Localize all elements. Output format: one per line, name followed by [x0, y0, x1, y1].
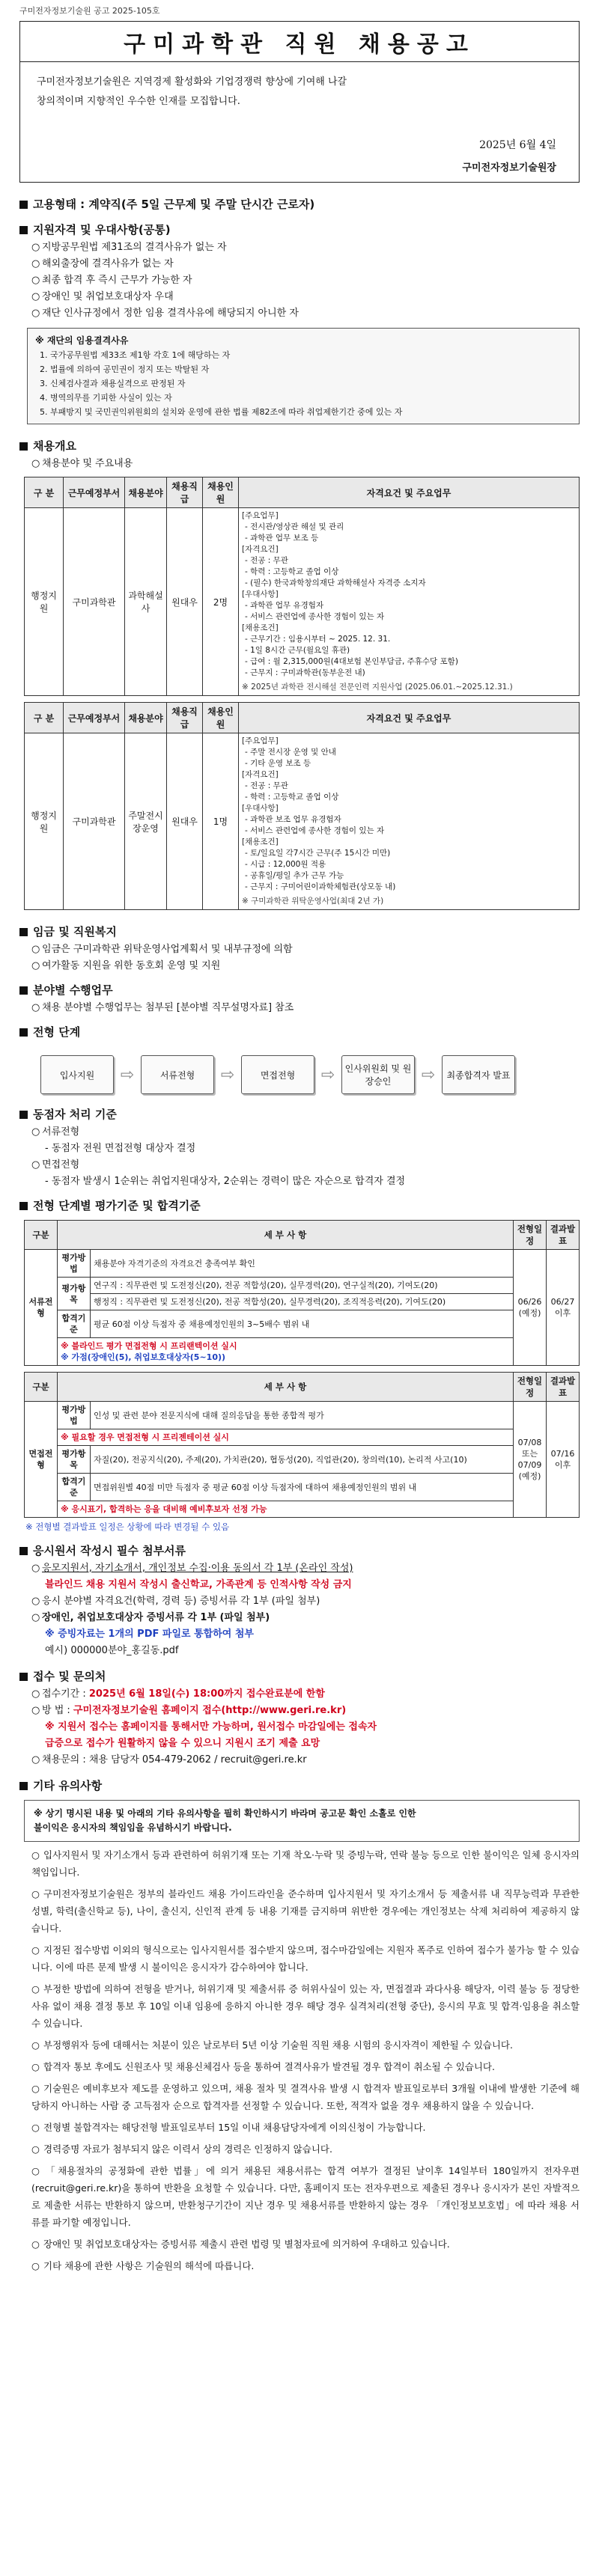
duty-section	[19, 980, 580, 1016]
square-bullet-icon	[19, 1028, 28, 1037]
square-bullet-icon	[19, 201, 28, 209]
eval-foot-note: ※ 전형별 결과발표 일정은 상황에 따라 변경될 수 있음	[25, 1522, 230, 1532]
list-item: ○ 응모지원서, 자기소개서, 개인정보 수집·이용 동의서 각 1부 (온라인 작성)	[19, 1560, 580, 1577]
list-item: ○ 최종 합격 후 즉시 근무가 가능한 자	[19, 272, 580, 289]
notice-org: 구미전자정보기술원장	[462, 162, 556, 174]
int-note-red: ※ 응시표기, 합격하는 응을 대비해 예비후보자 선정 가능	[61, 1504, 267, 1514]
list-item: ○ 여가활동 지원을 위한 동호회 운영 및 지원	[19, 958, 580, 974]
flow-step: 면접전형	[241, 1055, 314, 1094]
square-bullet-icon	[19, 226, 28, 234]
list-item: ○ 지정된 접수방법 이외의 형식으로는 입사지원서를 접수받지 않으며, 접수마감일에는 지원자 폭주로 인하여 접수가 불가능 할 수 있습니다. 이에 따른 문제 발생 시 불이익은 응시자가 감수하여야 합니다.	[31, 1944, 580, 1973]
section-title: 응시원서 작성시 필수 첨부서류	[33, 1544, 186, 1557]
list-item: ○ 지방공무원법 제31조의 결격사유가 없는 자	[19, 239, 580, 256]
table-row: 행정지원 구미과학관 과학해설사 원대우 2명 [주요업무] - 전시관/영상관 해설 및 관리 - 과학관 업무 보조 등 [자격요건] - 전공 : 무관 - 학력 : 고등학교 졸업 이상 - (필수) 한국과학창의재단 과학해설사 자격증 소지자 [우대사항] - 과학관 업무 유경험자 - 서비스 관련업에 종사한 경험이 있는 자 [채용조건] - 근무기간 : 임용시부터 ~ 2025. 12. 31. - 1일 8시간 근무(월요일 휴관) - 급여 : 월 2,315,000원(4대보험 본인부담금, 주휴수당 포함) - 근무지 : 구미과학관(동부운전 내) ※ 2025년 과학관 전시해설 전문인력 지원사업 (2025.06.01.~2025.12.31.)	[25, 508, 580, 696]
list-sub-item: - 동점자 전원 면접전형 대상자 결정	[45, 1143, 196, 1154]
process-flow	[40, 1051, 580, 1099]
list-item: ○ 장애인 및 취업보호대상자는 증빙서류 제출시 관련 법령 및 별첨자료에 의거하여 우대하고 있습니다.	[31, 2238, 450, 2250]
intro-line: 구미전자정보기술원은 지역경제 활성화와 기업경쟁력 향상에 기여해 나갈	[37, 76, 347, 88]
square-bullet-icon	[19, 1547, 28, 1555]
note-line: ※ 증빙자료는 1개의 PDF 파일로 통합하여 첨부	[45, 1629, 254, 1640]
list-item: ○ 채용문의 : 채용 담당자 054-479-2062 / recruit@geri.re.kr	[19, 1752, 580, 1768]
list-item: ○ 구미전자정보기술원은 정부의 블라인드 채용 가이드라인을 준수하며 입사지원서 및 자기소개서 등 제출서류 내 직무능력과 무관한 성별, 학력(출신학교 등), 나이, 출신지, 신인적 관계 등 내용 기재를 금지하며 위반한 경우에는 개인정보는 삭제 처리하여 제공하지 않습니다.	[31, 1888, 580, 1934]
circle-bullet-icon: ○	[31, 1563, 40, 1574]
list-item: ○ 방 법 : 구미전자정보기술원 홈페이지 접수(http://www.geri.re.kr)	[19, 1703, 580, 1719]
table-row: 행정직 : 직무관련 및 도전정신(20), 전공 적합성(20), 실무경력(20), 조직적응력(20), 기여도(20)	[25, 1294, 580, 1310]
warn-line: 블라인드 채용 지원서 작성시 출신학교, 가족관계 등 인적사항 작성 금지	[45, 1579, 352, 1590]
section-title: 기타 유의사항	[33, 1779, 103, 1792]
arrow-right-icon: ⇨	[120, 1065, 135, 1084]
circle-bullet-icon: ○	[31, 275, 40, 286]
table-row: 평가항목 자질(20), 전공지식(20), 주제(20), 가치관(20), 협동성(20), 직업관(20), 창의력(10), 논리적 사고(10)	[25, 1446, 580, 1474]
table-row: 평가항목 연구직 : 직무관련 및 도전정신(20), 전공 적합성(20), 실무경력(20), 연구실적(20), 기여도(20)	[25, 1278, 580, 1294]
table-row: 합격기준 면접위원별 40점 미만 득점자 중 평균 60점 이상 득점자에 대하여 채용예정인원의 범위 내	[25, 1474, 580, 1501]
list-item: ○ 서류전형	[19, 1124, 580, 1141]
square-bullet-icon	[19, 1673, 28, 1681]
circle-bullet-icon: ○	[31, 242, 40, 253]
table-row: 면접전형 평가방법 인성 및 관련 분야 전문지식에 대해 질의응답을 통한 종합적 평가 07/08 또는 07/09 (예정) 07/16 이후	[25, 1402, 580, 1429]
flow-step: 입사지원	[40, 1055, 114, 1094]
note-line: 3. 신체검사결과 채용실격으로 판정된 자	[40, 379, 186, 388]
list-item: ○ 재단 인사규정에서 정한 임용 결격사유에 해당되지 아니한 자	[19, 305, 580, 322]
section-title: 임금 및 직원복지	[33, 925, 117, 938]
square-bullet-icon	[19, 1111, 28, 1119]
list-item: ○ 채용분야 및 주요내용	[19, 456, 580, 472]
circle-bullet-icon: ○	[31, 1596, 40, 1607]
list-item: ○ 기타 채용에 관한 사항은 기술원의 해석에 따릅니다.	[31, 2260, 255, 2271]
square-bullet-icon	[19, 1202, 28, 1210]
flow-section	[19, 1022, 580, 1099]
list-item: ○ 부정한 방법에 의하여 전형을 받거나, 허위기재 및 제출서류 증 허위사실이 있는 자, 면접결과 과다사용 해당자, 이력 불능 등 정당한 사유 없이 채용 결정 통보 후 10일 이내 임용에 응하지 아니한 경우 해당 경우 실격처리(전형 중단), 응시의 무효 및 합격·임용을 취소할 수 있습니다.	[31, 1983, 580, 2029]
circle-bullet-icon: ○	[31, 308, 40, 319]
page-title: 구미과학관 직원 채용공고	[124, 31, 475, 58]
notice-box: ※ 상기 명시된 내용 및 아래의 기타 유의사항을 필히 확인하시기 바라며 공고문 확인 소홀로 인한 불이익은 응시자의 책임임을 유념하시기 바랍니다.	[24, 1800, 580, 1842]
circle-bullet-icon: ○	[31, 1159, 40, 1171]
section-title: 분야별 수행업무	[33, 983, 113, 997]
list-item: ○ 해외출장에 결격사유가 없는 자	[19, 256, 580, 272]
notice-number: 구미전자정보기술원 공고 2025-105호	[19, 6, 160, 16]
list-item: ○ 경력증명 자료가 첨부되지 않은 이력서 상의 경력은 인정하지 않습니다.	[31, 2143, 332, 2155]
list-item: ○ 입사지원서 및 자기소개서 등과 관련하여 허위기재 또는 기재 착오·누락 및 증빙누락, 연락 불능 등으로 인한 불이익은 일체 응시자의 책임입니다.	[31, 1849, 580, 1878]
square-bullet-icon	[19, 1782, 28, 1790]
qualification-section	[19, 220, 580, 424]
table-header-row: 구 분 근무예정부서 채용분야 채용직급 채용인원 자격요건 및 주요업무	[25, 703, 580, 733]
employment-section	[19, 195, 580, 214]
flow-step: 최종합격자 발표	[442, 1055, 515, 1094]
flow-step: 인사위원회 및 원장승인	[341, 1055, 415, 1094]
list-item: ○ 면접전형	[19, 1157, 580, 1173]
interview-eval-table: 구분 세 부 사 항 전형일정 결과발표 면접전형 평가방법 인성 및 관련 분야 전문지식에 대해 질의응답을 통한 종합적 평가 07/08 또는 07/09 (예정) 07/16 이후 ※ 필요할 경우 면접전형 시 프리젠테이션 실시 평가항목 자질(20), 전공지식(20), 주제(20), 가치관(20), 협동성(20), 직업관(20), 창의력(10), 논리적 사고(10) 합격기준 면접위원별 40점 미만 득점자 중 평균 60점 이상 득점자에 대하여 채용예정인원의 범위 내 ※ 응시표기, 합격하는 응을 대비해 예비후보자 선정 가능	[24, 1372, 580, 1518]
eval-section	[19, 1196, 580, 1533]
intro-box	[19, 61, 580, 183]
circle-bullet-icon: ○	[31, 458, 40, 469]
etc-section	[19, 1776, 580, 2274]
note-line: 5. 부패방지 및 국민권익위원회의 설치와 운영에 관한 법률 제82조에 따라 취업제한기간 중에 있는 자	[40, 407, 403, 417]
section-title: 전형 단계	[33, 1025, 81, 1039]
recruit-table	[24, 702, 580, 910]
arrow-right-icon: ⇨	[320, 1065, 335, 1084]
circle-bullet-icon: ○	[31, 960, 40, 971]
section-title: 고용형태 : 계약직(주 5일 근무제 및 주말 단시간 근로자)	[33, 198, 315, 211]
title-box	[19, 21, 580, 61]
arrow-right-icon: ⇨	[421, 1065, 436, 1084]
section-title: 채용개요	[33, 439, 76, 453]
circle-bullet-icon: ○	[31, 944, 40, 955]
doc-note-red: ※ 블라인드 평가 면접전형 시 프리랜텍이션 실시	[61, 1341, 237, 1351]
disqualification-note	[27, 328, 580, 424]
table-row	[25, 1501, 580, 1518]
list-item: ○ 장애인 및 취업보호대상자 우대	[19, 289, 580, 305]
salary-section	[19, 922, 580, 974]
list-item: ○ 장애인, 취업보호대상자 증빙서류 각 1부 (파일 첨부)	[19, 1610, 580, 1626]
notice-date: 2025년 6월 4일	[479, 139, 556, 151]
circle-bullet-icon: ○	[31, 291, 40, 302]
list-sub-item: - 동점자 발생시 1순위는 취업지원대상자, 2순위는 경력이 많은 자순으로 합격자 결정	[45, 1176, 406, 1187]
arrow-right-icon: ⇨	[220, 1065, 235, 1084]
section-title: 지원자격 및 우대사항(공통)	[33, 223, 171, 236]
list-item: ○ 채용 분야별 수행업무는 첨부된 [분야별 직무설명자료] 참조	[19, 1000, 580, 1016]
list-item: ○ 「채용절차의 공정화에 관한 법률」에 의거 채용된 채용서류는 합격 여부가 결정된 날이후 14일부터 180일까지 전자우편(recruit@geri.re.kr)을 통하여 반환을 요청할 수 있습니다. 다만, 홈페이지 또는 전자우편으로 제출된 경우나 응시자가 본인 자발적으로 제출한 서류는 반환하지 않으며, 반환청구기간이 지난 경우 및 채용서류를 반환하지 않는 경우 「개인정보보호법」에 따라 채용 서류를 파기할 예정입니다.	[31, 2165, 580, 2228]
doc-note-blue: ※ 가점(장애인(5), 취업보호대상자(5~10))	[61, 1352, 226, 1362]
section-title: 접수 및 문의처	[33, 1670, 106, 1683]
example-line: 예시) 000000분야_홍길동.pdf	[45, 1645, 179, 1656]
table-row	[25, 1429, 580, 1446]
warn-line: ※ 지원서 접수는 홈페이지를 통해서만 가능하며, 원서접수 마감일에는 접속자	[45, 1721, 377, 1733]
list-item: ○ 부정행위자 등에 대해서는 처분이 있은 날로부터 5년 이상 기술원 직원 채용 시험의 응시자격이 제한될 수 있습니다.	[31, 2039, 513, 2051]
note-line: 2. 법률에 의하여 공민권이 정지 또는 박탈된 자	[40, 364, 210, 374]
flow-step: 서류전형	[141, 1055, 214, 1094]
square-bullet-icon	[19, 442, 28, 451]
circle-bullet-icon: ○	[31, 1754, 40, 1765]
note-line: 4. 병역의무를 기피한 사실이 있는 자	[40, 393, 172, 403]
tie-section	[19, 1105, 580, 1190]
recruit-section	[19, 436, 580, 910]
list-item: ○ 합격자 통보 후에도 신원조사 및 채용신체검사 등을 통하여 결격사유가 발견될 경우 합격이 취소될 수 있습니다.	[31, 2061, 495, 2072]
list-item: ○ 임금은 구미과학관 위탁운영사업계획서 및 내부규정에 의함	[19, 941, 580, 958]
square-bullet-icon	[19, 928, 28, 936]
apply-link[interactable]: 구미전자정보기술원 홈페이지 접수(http://www.geri.re.kr)	[73, 1705, 347, 1716]
doc-eval-table: 구분 세 부 사 항 전형일정 결과발표 서류전형 평가방법 채용분야 자격기준의 자격요건 충족여부 확인 06/26 (예정) 06/27 이후 평가항목 연구직 : 직무관련 및 도전정신(20), 전공 적합성(20), 실무경력(20), 연구실적(20), 기여도(20) 행정직 : 직무관련 및 도전정신(20), 전공 적합성(20), 실무경력(20), 조직적응력(20), 기여도(20) 합격기준 평균 60점 이상 득점자 중 채용예정인원의 3~5배수 범위 내 ※ 블라인드 평가 면접전형 시 프리랜텍이션 실시 ※ 가점(장애인(5), 취업보호대상자(5~10))	[24, 1220, 580, 1366]
table-row: 합격기준 평균 60점 이상 득점자 중 채용예정인원의 3~5배수 범위 내	[25, 1310, 580, 1338]
table-row: 서류전형 평가방법 채용분야 자격기준의 자격요건 충족여부 확인 06/26 (예정) 06/27 이후	[25, 1250, 580, 1278]
list-item: ○ 기술원은 예비후보자 제도를 운영하고 있으며, 채용 절차 및 결격사유 발생 시 합격자 발표일로부터 3개월 이내에 발생한 기준에 해당하지 아니하는 사람 중 고득점자 순으로 합격자를 선정할 수 있습니다. 또한, 적격자 없을 경우 채용하지 않을 수 있습니다.	[31, 2083, 580, 2111]
table-row: 행정지원 구미과학관 주말전시장운영 원대우 1명 [주요업무] - 주말 전시장 운영 및 안내 - 기타 운영 보조 등 [자격요건] - 전공 : 무관 - 학력 : 고등학교 졸업 이상 [우대사항] - 과학관 보조 업무 유경험자 - 서비스 관련업에 종사한 경험이 있는 자 [채용조건] - 토/일요일 각7시간 근무(주 15시간 미만) - 시급 : 12,000원 적용 - 공휴일/평일 추가 근무 가능 - 근무지 : 구미어린이과학체험관(상모동 내) ※ 구미과학관 위탁운영사업(최대 2년 가)	[25, 733, 580, 910]
square-bullet-icon	[19, 986, 28, 995]
circle-bullet-icon: ○	[31, 258, 40, 269]
note-line: 1. 국가공무원법 제33조 제1항 각호 1에 해당하는 자	[40, 350, 231, 360]
list-item: ○ 응시 분야별 자격요건(학력, 경력 등) 증빙서류 각 1부 (파일 첨부)	[19, 1593, 580, 1610]
table-header-row: 구 분 근무예정부서 채용분야 채용직급 채용인원 자격요건 및 주요업무	[25, 477, 580, 508]
detail-cell: [주요업무] - 주말 전시장 운영 및 안내 - 기타 운영 보조 등 [자격요건] - 전공 : 무관 - 학력 : 고등학교 졸업 이상 [우대사항] - 과학관 보조 업무 유경험자 - 서비스 관련업에 종사한 경험이 있는 자 [채용조건] - 토/일요일 각7시간 근무(주 15시간 미만) - 시급 : 12,000원 적용 - 공휴일/평일 추가 근무 가능 - 근무지 : 구미어린이과학체험관(상모동 내) ※ 구미과학관 위탁운영사업(최대 2년 가)	[239, 733, 580, 910]
warn-line: 급증으로 접수가 원활하지 않을 수 있으니 지원시 조기 제출 요망	[45, 1738, 320, 1749]
list-item: ○ 접수기간 : 2025년 6월 18일(수) 18:00까지 접수완료분에 한함	[19, 1686, 580, 1703]
circle-bullet-icon: ○	[31, 1688, 40, 1700]
intro-line: 창의적이며 지향적인 우수한 인재를 모집합니다.	[37, 96, 240, 107]
note-title: ※ 재단의 임용결격사유	[35, 335, 129, 346]
table-row	[25, 1338, 580, 1366]
circle-bullet-icon: ○	[31, 1126, 40, 1138]
list-item: ○ 전형별 불합격자는 해당전형 발표일로부터 15일 이내 채용담당자에게 이의신청이 가능합니다.	[31, 2122, 426, 2133]
apply-section	[19, 1667, 580, 1768]
circle-bullet-icon: ○	[31, 1705, 40, 1716]
recruit-table	[24, 477, 580, 696]
section-title: 전형 단계별 평가기준 및 합격기준	[33, 1199, 201, 1212]
docs-section	[19, 1541, 580, 1659]
circle-bullet-icon: ○	[31, 1612, 40, 1623]
section-title: 동점자 처리 기준	[33, 1108, 117, 1121]
circle-bullet-icon: ○	[31, 1002, 40, 1013]
int-note-red: ※ 필요할 경우 면접전형 시 프리젠테이션 실시	[61, 1432, 229, 1442]
detail-cell: [주요업무] - 전시관/영상관 해설 및 관리 - 과학관 업무 보조 등 [자격요건] - 전공 : 무관 - 학력 : 고등학교 졸업 이상 - (필수) 한국과학창의재단 과학해설사 자격증 소지자 [우대사항] - 과학관 업무 유경험자 - 서비스 관련업에 종사한 경험이 있는 자 [채용조건] - 근무기간 : 임용시부터 ~ 2025. 12. 31. - 1일 8시간 근무(월요일 휴관) - 급여 : 월 2,315,000원(4대보험 본인부담금, 주휴수당 포함) - 근무지 : 구미과학관(동부운전 내) ※ 2025년 과학관 전시해설 전문인력 지원사업 (2025.06.01.~2025.12.31.)	[239, 508, 580, 696]
